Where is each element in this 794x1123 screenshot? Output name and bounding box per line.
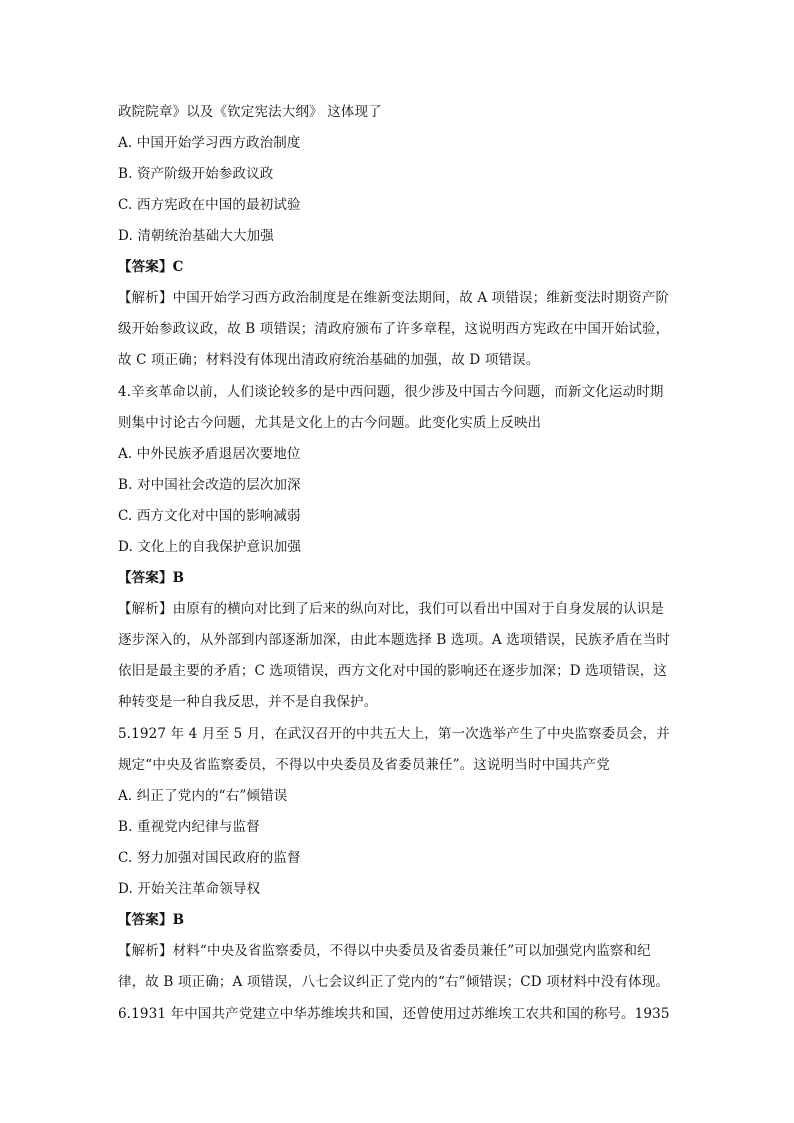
question-5-stem-line-1: 5.1927 年 4 月至 5 月，在武汉召开的中共五大上，第一次选举产生了中央监察委员会，并 <box>118 726 670 742</box>
question-3-analysis-line-3: 故 C 项正确；材料没有体现出清政府统治基础的加强，故 D 项错误。 <box>118 352 540 368</box>
question-3-option-c: C. 西方宪政在中国的最初试验 <box>118 197 301 213</box>
question-4-answer: 【答案】B <box>118 570 185 586</box>
question-4-option-d: D. 文化上的自我保护意识加强 <box>118 539 302 555</box>
question-3-answer: 【答案】C <box>118 259 184 275</box>
question-5-stem-line-2: 规定“中央及省监察委员，不得以中央委员及省委员兼任”。这说明当时中国共产党 <box>118 757 610 773</box>
question-4-analysis-line-4: 种转变是一种自我反思，并不是自我保护。 <box>118 694 378 710</box>
question-5-option-b: B. 重视党内纪律与监督 <box>118 819 260 835</box>
question-5-analysis-line-2: 律，故 B 项正确；A 项错误，八七会议纠正了党内的“右”倾错误；CD 项材料中没有体现。 <box>118 974 670 990</box>
question-4-option-a: A. 中外民族矛盾退居次要地位 <box>118 446 301 462</box>
question-4-stem-line-1: 4.辛亥革命以前，人们谈论较多的是中西问题，很少涉及中国古今问题，而新文化运动时期 <box>118 384 664 400</box>
question-3-option-a: A. 中国开始学习西方政治制度 <box>118 135 301 151</box>
question-4-option-b: B. 对中国社会改造的层次加深 <box>118 477 301 493</box>
question-5-answer: 【答案】B <box>118 912 185 928</box>
question-3-option-d: D. 清朝统治基础大大加强 <box>118 228 274 244</box>
question-4-stem-line-2: 则集中讨论古今问题，尤其是文化上的古今问题。此变化实质上反映出 <box>118 415 542 431</box>
question-4-analysis-line-3: 依旧是最主要的矛盾；C 选项错误，西方文化对中国的影响还在逐步加深；D 选项错误，这 <box>118 663 668 679</box>
question-4-option-c: C. 西方文化对中国的影响减弱 <box>118 508 301 524</box>
question-5-option-a: A. 纠正了党内的“右”倾错误 <box>118 788 288 804</box>
question-3-stem-tail: 政院院章》以及《钦定宪法大纲》 这体现了 <box>118 104 382 120</box>
question-5-option-c: C. 努力加强对国民政府的监督 <box>118 850 301 866</box>
question-3-option-b: B. 资产阶级开始参政议政 <box>118 166 274 182</box>
question-4-analysis-line-2: 逐步深入的，从外部到内部逐渐加深，由此本题选择 B 选项。A 选项错误，民族矛盾在当时 <box>118 632 670 648</box>
question-5-option-d: D. 开始关注革命领导权 <box>118 881 261 897</box>
question-3-analysis-line-2: 级开始参政议政，故 B 项错误；清政府颁布了许多章程，这说明西方宪政在中国开始试验， <box>118 321 670 337</box>
question-5-analysis-line-1: 【解析】材料“中央及省监察委员，不得以中央委员及省委员兼任”可以加强党内监察和纪 <box>118 943 651 959</box>
question-6-stem-line-1: 6.1931 年中国共产党建立中华苏维埃共和国，还曾使用过苏维埃工农共和国的称号。1935 <box>118 1006 670 1022</box>
question-3-analysis-line-1: 【解析】中国开始学习西方政治制度是在维新变法期间，故 A 项错误；维新变法时期资产阶 <box>118 290 670 306</box>
question-4-analysis-line-1: 【解析】由原有的横向对比到了后来的纵向对比，我们可以看出中国对于自身发展的认识是 <box>118 601 664 617</box>
